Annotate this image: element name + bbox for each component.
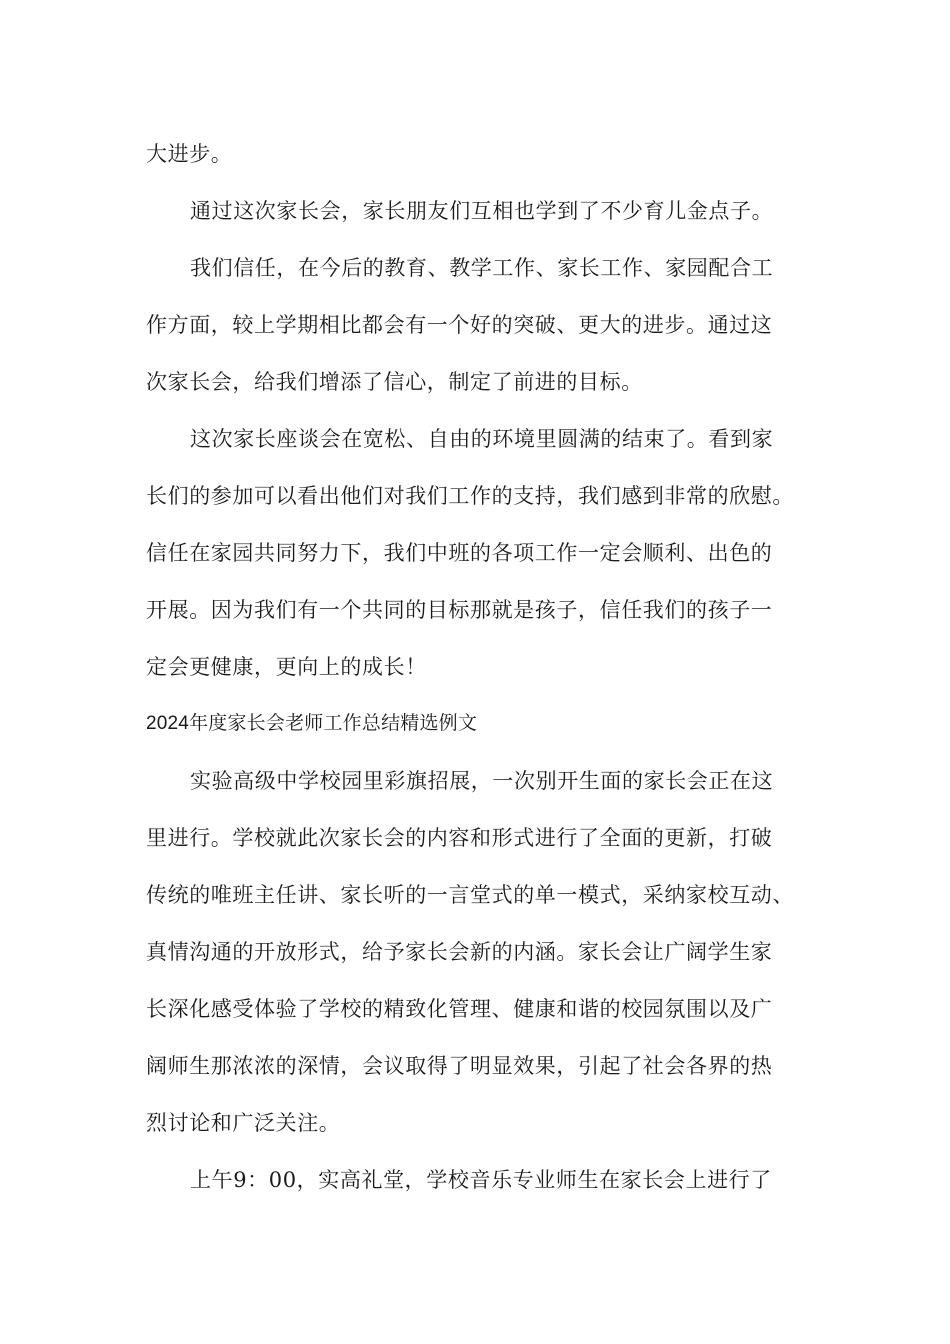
- text-line: 阔师生那浓浓的深情，会议取得了明显效果，引起了社会各界的热: [146, 1054, 773, 1078]
- text-line: 真情沟通的开放形式，给予家长会新的内涵。家长会让广阔学生家: [146, 940, 773, 964]
- text-line: 作方面，较上学期相比都会有一个好的突破、更大的进步。通过这: [146, 313, 773, 337]
- text-line: 次家长会，给我们增添了信心，制定了前进的目标。: [146, 370, 643, 394]
- text-line: 通过这次家长会，家长朋友们互相也学到了不少育儿金点子。: [190, 199, 774, 223]
- text-line: 大进步。: [146, 142, 233, 166]
- text-line: 上午9：00，实高礼堂，学校音乐专业师生在家长会上进行了: [190, 1168, 772, 1192]
- text-line: 开展。因为我们有一个共同的目标那就是孩子，信任我们的孩子一: [146, 598, 773, 622]
- text-line: 定会更健康，更向上的成长！: [146, 655, 427, 679]
- text-line: 实验高级中学校园里彩旗招展，一次别开生面的家长会正在这: [190, 769, 774, 793]
- text-line: 里进行。学校就此次家长会的内容和形式进行了全面的更新，打破: [146, 826, 773, 850]
- text-line: 长们的参加可以看出他们对我们工作的支持，我们感到非常的欣慰。: [146, 484, 794, 508]
- text-line: 传统的唯班主任讲、家长听的一言堂式的单一模式，采纳家校互动、: [146, 883, 794, 907]
- text-line: 长深化感受体验了学校的精致化管理、健康和谐的校园氛围以及广: [146, 997, 773, 1021]
- section-heading: 2024年度家长会老师工作总结精选例文: [146, 713, 478, 734]
- text-line: 信任在家园共同努力下，我们中班的各项工作一定会顺利、出色的: [146, 541, 773, 565]
- text-line: 烈讨论和广泛关注。: [146, 1111, 341, 1135]
- text-line: 这次家长座谈会在宽松、自由的环境里圆满的结束了。看到家: [190, 427, 774, 451]
- text-line: 我们信任，在今后的教育、教学工作、家长工作、家园配合工: [190, 256, 774, 280]
